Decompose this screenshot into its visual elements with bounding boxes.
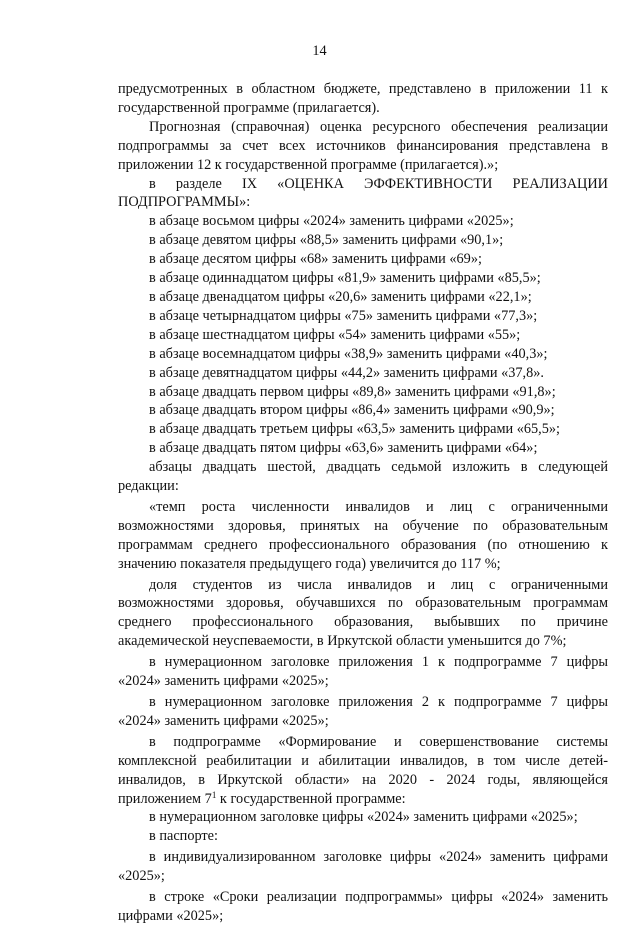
list-item: в строке «Сроки реализации подпрограммы» цифры «2024» заменить цифрами «2025»; (118, 889, 608, 924)
list-item: в абзаце восемнадцатом цифры «38,9» заменить цифрами «40,3»; (149, 345, 548, 362)
superscript: 1 (211, 789, 217, 800)
paragraph-text-tail: к государственной программе: (216, 790, 406, 807)
list-item: в абзаце десятом цифры «68» заменить цифрами «69»; (149, 251, 482, 268)
paragraph: в нумерационном заголовке приложения 2 к подпрограмме 7 цифры «2024» заменить цифрами «2025»; (118, 694, 608, 729)
paragraph: доля студентов из числа инвалидов и лиц с ограниченными возможностями здоровья, обучавшихся по образовательным программам среднего профессионального образования, выбывших по причине академической неуспеваемости, в Иркутской области уменьшится до 7%; (118, 576, 608, 650)
list-item: в абзаце девятом цифры «88,5» заменить цифрами «90,1»; (149, 232, 504, 249)
list-item: в абзаце двадцать втором цифры «86,4» заменить цифрами «90,9»; (149, 402, 555, 419)
list-item: в абзаце девятнадцатом цифры «44,2» заменить цифрами «37,8». (149, 364, 545, 381)
list-item: в абзаце одиннадцатом цифры «81,9» заменить цифрами «85,5»; (149, 270, 541, 287)
document-body (118, 80, 608, 926)
list-item: в нумерационном заголовке цифры «2024» заменить цифрами «2025»; (149, 809, 578, 826)
list-item: в абзаце восьмом цифры «2024» заменить цифрами «2025»; (149, 213, 514, 230)
paragraph: в нумерационном заголовке приложения 1 к подпрограмме 7 цифры «2024» заменить цифрами «2025»; (118, 654, 608, 690)
paragraph: в разделе IX «ОЦЕНКА ЭФФЕКТИВНОСТИ РЕАЛИЗАЦИИ ПОДПРОГРАММЫ»: (118, 175, 608, 211)
paragraph: Прогнозная (справочная) оценка ресурсного обеспечения реализации подпрограммы за счет всех источников финансирования представлена в приложении 12 к государственной программе (прилагается).»; (118, 118, 608, 173)
paragraph-text: в подпрограмме «Формирование и совершенствование системы комплексной реабилитации и абилитации инвалидов, в том числе детей-инвалидов, в Иркутской области» на 2020 - 2024 годы, являющейся приложением 7 (118, 733, 608, 807)
list-item: в индивидуализированном заголовке цифры «2024» заменить цифрами «2025»; (118, 849, 608, 885)
paragraph: предусмотренных в областном бюджете, представлено в приложении 11 к государственной программе (прилагается). (118, 81, 608, 116)
list-item: в абзаце двадцать третьем цифры «63,5» заменить цифрами «65,5»; (149, 421, 561, 438)
list-item: в абзаце четырнадцатом цифры «75» заменить цифрами «77,3»; (149, 307, 538, 324)
paragraph: «темп роста численности инвалидов и лиц с ограниченными возможностями здоровья, принятых на обучение по образовательным программам среднего профессионального образования (по отношению к значению показателя предыдущего года) увеличится до 117 %; (118, 498, 608, 572)
list-item: в абзаце двенадцатом цифры «20,6» заменить цифрами «22,1»; (149, 288, 532, 305)
list-item: в паспорте: (149, 828, 218, 845)
list-item: в абзаце двадцать первом цифры «89,8» заменить цифрами «91,8»; (149, 383, 556, 400)
page-number: 14 (312, 43, 327, 59)
list-item: в абзаце шестнадцатом цифры «54» заменить цифрами «55»; (149, 326, 521, 343)
paragraph (118, 733, 608, 809)
list-item: в абзаце двадцать пятом цифры «63,6» заменить цифрами «64»; (149, 440, 538, 457)
paragraph: абзацы двадцать шестой, двадцать седьмой изложить в следующей редакции: (118, 459, 608, 495)
